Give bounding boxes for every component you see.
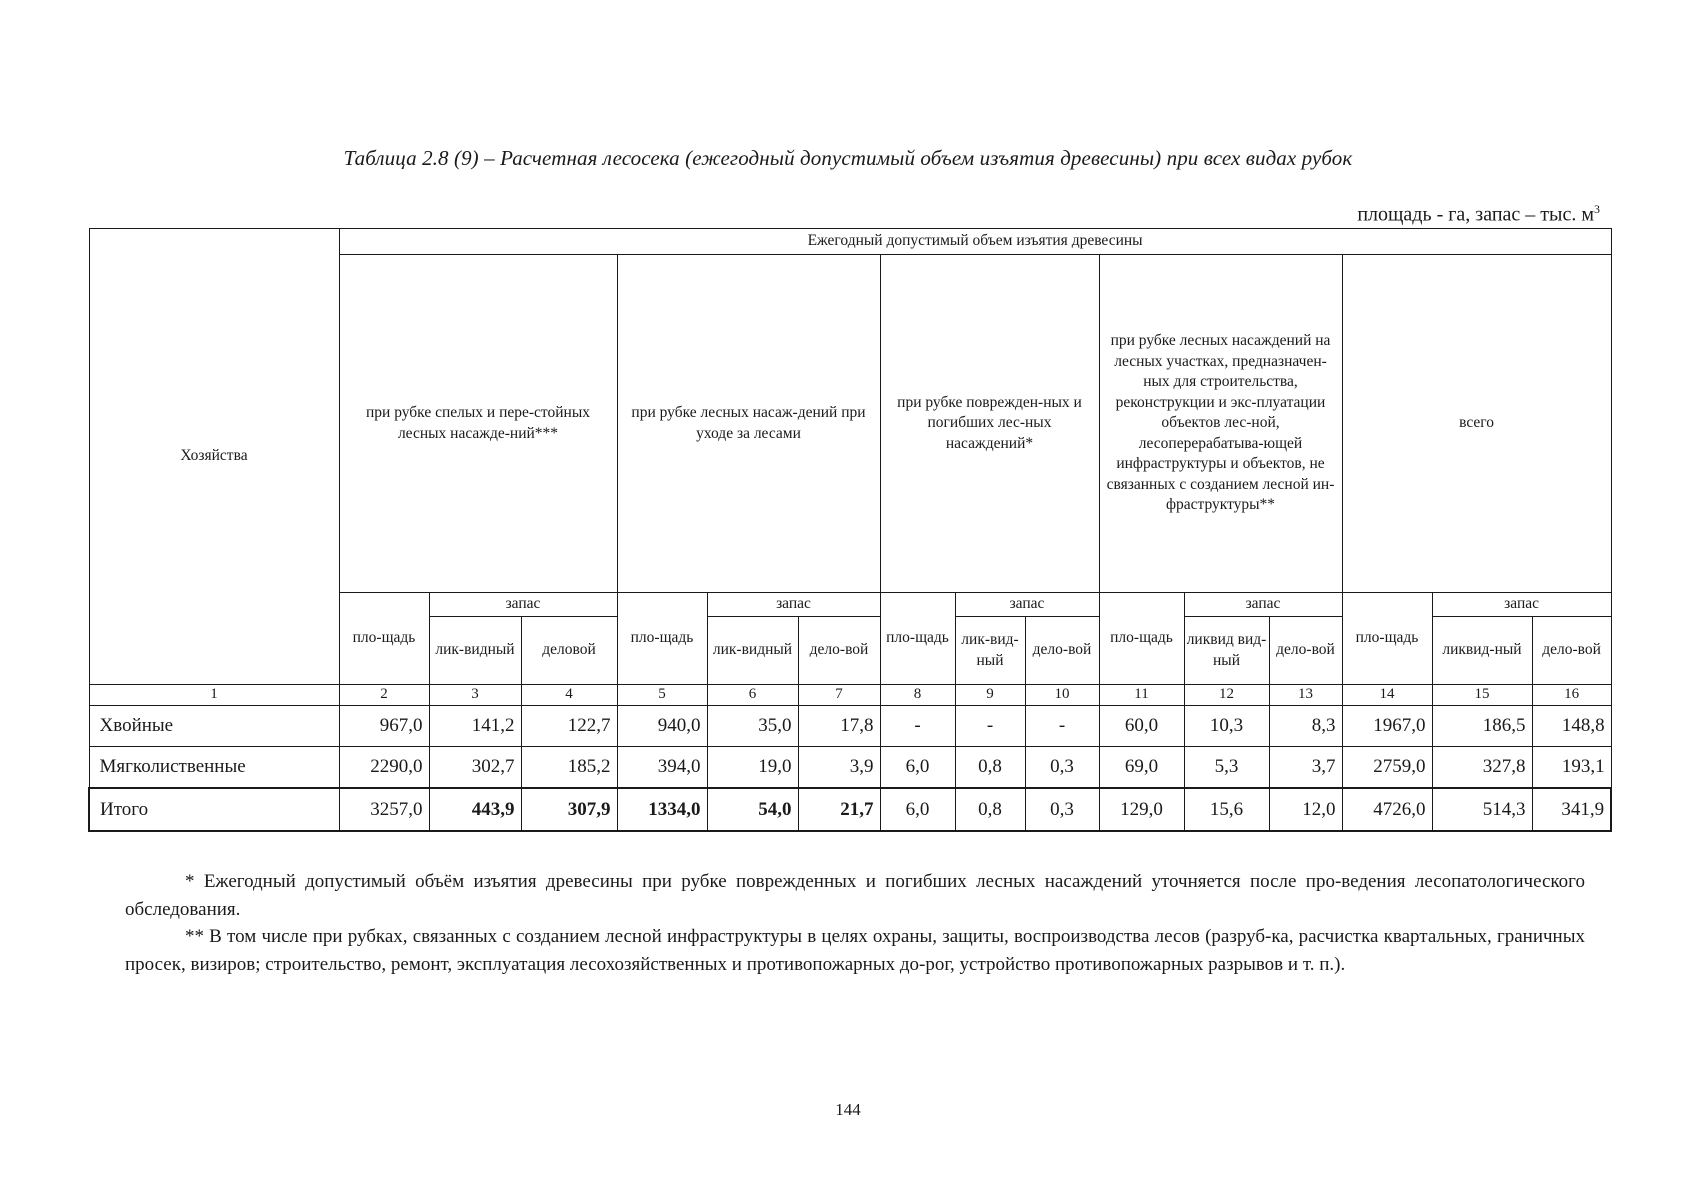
column-number: 10 [1025,685,1099,706]
cell-value: 54,0 [707,788,798,831]
cell-value: 2290,0 [339,747,429,789]
header-group-total: всего [1342,255,1611,593]
header-business: деловой [521,617,617,685]
cell-value: 302,7 [429,747,521,789]
column-number: 15 [1432,685,1532,706]
header-liquid: ликвид-ный [1432,617,1532,685]
cell-value: 1967,0 [1342,706,1432,747]
header-business: дело-вой [1532,617,1611,685]
cell-value: 0,8 [955,747,1025,789]
cell-value: 35,0 [707,706,798,747]
cell-value: 122,7 [521,706,617,747]
header-area: пло-щадь [880,593,955,685]
row-name: Итого [89,788,339,831]
header-liquid: лик-вид-ный [955,617,1025,685]
column-number: 11 [1099,685,1184,706]
cell-value: 12,0 [1269,788,1342,831]
cell-value: 0,3 [1025,788,1099,831]
row-name: Хвойные [89,706,339,747]
header-stock: запас [955,593,1099,617]
table-row-coniferous [89,706,1611,747]
header-stock: запас [1432,593,1611,617]
cell-value: 8,3 [1269,706,1342,747]
table-row-softwood [89,747,1611,789]
column-number: 2 [339,685,429,706]
header-business: дело-вой [1025,617,1099,685]
cell-value: 3,9 [798,747,880,789]
header-business: дело-вой [798,617,880,685]
cell-value: 0,8 [955,788,1025,831]
header-group-damaged: при рубке поврежден-ных и погибших лес-ных насаждений* [880,255,1099,593]
header-area: пло-щадь [339,593,429,685]
cell-value: 0,3 [1025,747,1099,789]
row-name: Мягколиственные [89,747,339,789]
cell-value: 19,0 [707,747,798,789]
column-number: 3 [429,685,521,706]
column-number: 6 [707,685,798,706]
header-liquid: лик-видный [429,617,521,685]
column-number: 8 [880,685,955,706]
header-annual-volume: Ежегодный допустимый объем изъятия древесины [339,229,1611,255]
header-area: пло-щадь [1099,593,1184,685]
cell-value: 394,0 [617,747,707,789]
cell-value: 4726,0 [1342,788,1432,831]
column-number: 7 [798,685,880,706]
header-liquid: ликвид вид-ный [1184,617,1269,685]
cell-value: 69,0 [1099,747,1184,789]
cell-value: 193,1 [1532,747,1611,789]
column-number: 1 [89,685,339,706]
cell-value: 15,6 [1184,788,1269,831]
footnotes [125,868,1585,979]
cell-value: 129,0 [1099,788,1184,831]
header-group-thinning: при рубке лесных насаж-дений при уходе за лесами [617,255,880,593]
column-number: 4 [521,685,617,706]
header-area: пло-щадь [1342,593,1432,685]
column-number: 14 [1342,685,1432,706]
cell-value: 307,9 [521,788,617,831]
header-group-infrastructure: при рубке лесных насаждений на лесных участках, предназначен-ных для строительства, реконструкции и экс-плуатации объектов лес-ной, лесоперерабатыва-ющей инфраструктуры и объектов, не связанных с созданием лесной ин-фраструктуры** [1099,255,1342,593]
header-stock: запас [1184,593,1342,617]
cell-value: 6,0 [880,747,955,789]
cell-value: - [880,706,955,747]
header-farms: Хозяйства [89,229,339,685]
column-numbers-row [89,685,1611,706]
cell-value: 2759,0 [1342,747,1432,789]
cell-value: 3,7 [1269,747,1342,789]
table-caption: Таблица 2.8 (9) – Расчетная лесосека (ежегодный допустимый объем изъятия древесины) при всех видах рубок [343,146,1353,170]
cell-value: 341,9 [1532,788,1611,831]
cell-value: 967,0 [339,706,429,747]
cell-value: 6,0 [880,788,955,831]
cell-value: 5,3 [1184,747,1269,789]
cell-value: 3257,0 [339,788,429,831]
table-row-total [89,788,1611,831]
units-superscript: 3 [1594,202,1600,216]
column-number: 12 [1184,685,1269,706]
header-area: пло-щадь [617,593,707,685]
footnote: * Ежегодный допустимый объём изъятия древесины при рубке поврежденных и погибших лесных насаждений уточняется после про-ведения лесопатологического обследования. [125,871,1585,920]
column-number: 9 [955,685,1025,706]
allowable-cut-table [88,228,1612,832]
header-stock: запас [429,593,617,617]
column-number: 13 [1269,685,1342,706]
cell-value: 10,3 [1184,706,1269,747]
units-text: площадь - га, запас – тыс. м [1357,203,1594,226]
page-number: 144 [835,1100,861,1119]
cell-value: 60,0 [1099,706,1184,747]
cell-value: - [955,706,1025,747]
column-number: 16 [1532,685,1611,706]
header-liquid: лик-видный [707,617,798,685]
header-business: дело-вой [1269,617,1342,685]
column-number: 5 [617,685,707,706]
cell-value: 443,9 [429,788,521,831]
cell-value: 185,2 [521,747,617,789]
header-stock: запас [707,593,880,617]
cell-value: 940,0 [617,706,707,747]
cell-value: 1334,0 [617,788,707,831]
cell-value: 514,3 [1432,788,1532,831]
header-group-mature: при рубке спелых и пере-стойных лесных насажде-ний*** [339,255,617,593]
cell-value: 148,8 [1532,706,1611,747]
cell-value: 327,8 [1432,747,1532,789]
cell-value: 21,7 [798,788,880,831]
cell-value: 186,5 [1432,706,1532,747]
cell-value: - [1025,706,1099,747]
units-note [1357,202,1600,227]
footnote: ** В том числе при рубках, связанных с созданием лесной инфраструктуры в целях охраны, защиты, воспроизводства лесов (разруб-ка, расчистка квартальных, граничных просек, визиров; строительство, ремонт, эксплуатация лесохозяйственных и противопожарных до-рог, устройство противопожарных разрывов и т. п.). [125,926,1585,976]
cell-value: 17,8 [798,706,880,747]
cell-value: 141,2 [429,706,521,747]
